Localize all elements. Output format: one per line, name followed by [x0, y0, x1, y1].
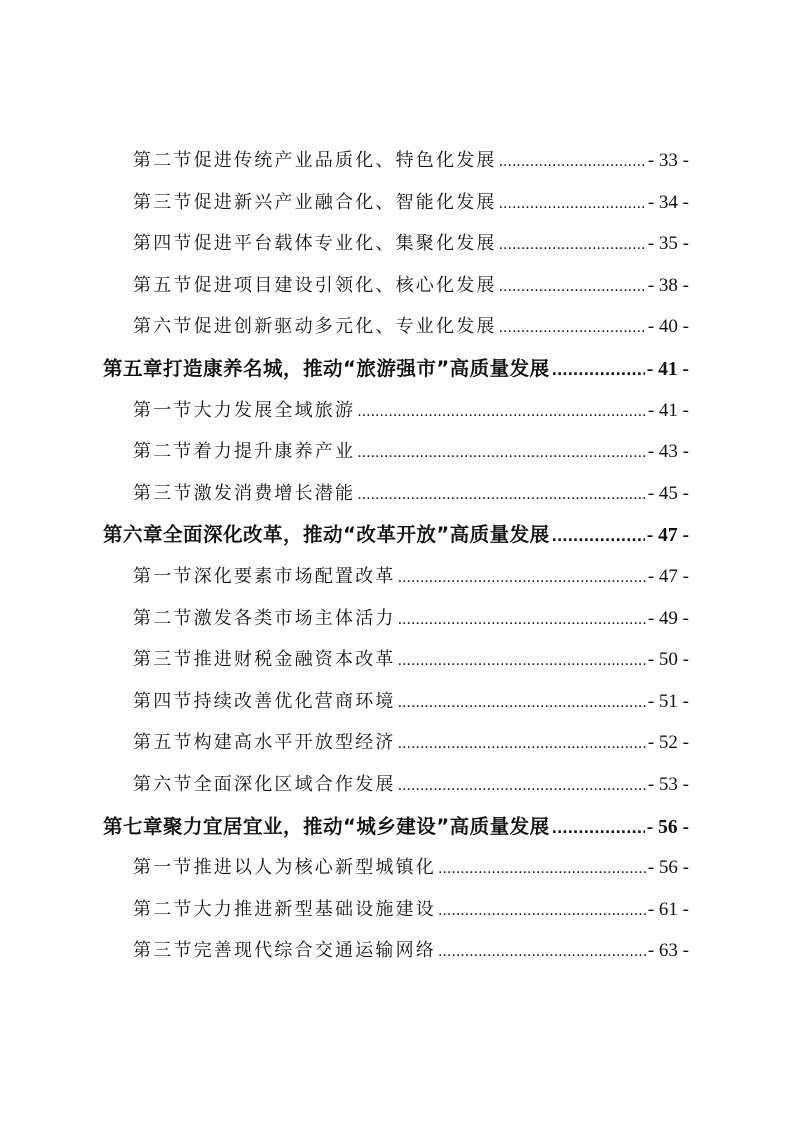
section-title: 促进项目建设引领化、核心化发展: [193, 274, 497, 296]
toc-section-entry[interactable]: [0, 681, 793, 723]
dot-leader: [499, 308, 646, 350]
toc-section-entry[interactable]: [0, 639, 793, 681]
page-number: - 56 -: [647, 857, 689, 879]
dot-leader: [552, 809, 645, 851]
page-number: - 45 -: [647, 482, 689, 504]
page-number: - 38 -: [647, 274, 689, 296]
page-number: - 56 -: [646, 816, 689, 838]
dot-leader: [499, 184, 646, 226]
section-number: 第四节: [133, 690, 194, 712]
section-number: 第三节: [133, 191, 194, 213]
dot-leader: [357, 433, 646, 475]
chapter-number: 第六章: [103, 523, 164, 547]
chapter-title: 聚力宜居宜业，推动“城乡建设”高质量发展: [163, 814, 550, 838]
section-title: 促进新兴产业融合化、智能化发展: [193, 191, 497, 213]
page-number: - 34 -: [647, 191, 689, 213]
section-number: 第二节: [133, 441, 194, 463]
chapter-number: 第五章: [103, 356, 164, 380]
section-number: 第五节: [133, 732, 194, 754]
section-title: 着力提升康养产业: [193, 441, 356, 463]
toc-section-entry[interactable]: [0, 889, 793, 931]
section-title: 构建高水平开放型经济: [193, 732, 396, 754]
dot-leader: [398, 558, 646, 600]
dot-leader: [438, 932, 646, 974]
toc-chapter-entry[interactable]: [0, 348, 793, 390]
toc-section-entry[interactable]: [0, 140, 793, 182]
section-number: 第三节: [133, 940, 194, 962]
section-title: 深化要素市场配置改革: [193, 565, 396, 587]
page-number: - 61 -: [647, 898, 689, 920]
page-number: - 43 -: [647, 441, 689, 463]
section-title: 持续改善优化营商环境: [193, 690, 396, 712]
dot-leader: [499, 267, 646, 309]
section-number: 第二节: [133, 607, 194, 629]
page-number: - 63 -: [647, 940, 689, 962]
page-number: - 33 -: [647, 150, 689, 171]
page-number: - 47 -: [647, 565, 689, 587]
dot-leader: [357, 475, 646, 517]
section-number: 第三节: [133, 649, 194, 671]
page-number: - 51 -: [647, 690, 689, 712]
toc-section-entry[interactable]: [0, 556, 793, 598]
page-number: - 52 -: [647, 732, 689, 754]
section-number: 第一节: [133, 857, 194, 879]
section-number: 第五节: [133, 274, 194, 296]
page-number: - 47 -: [646, 525, 689, 547]
dot-leader: [398, 766, 646, 808]
page-number: - 41 -: [646, 358, 689, 380]
section-number: 第二节: [133, 150, 194, 171]
toc-section-entry[interactable]: [0, 764, 793, 806]
toc-section-entry[interactable]: [0, 306, 793, 348]
dot-leader: [398, 683, 646, 725]
page-number: - 40 -: [647, 316, 689, 338]
dot-leader: [357, 392, 646, 434]
dot-leader: [499, 225, 646, 267]
toc-section-entry[interactable]: [0, 722, 793, 764]
section-title: 推进财税金融资本改革: [193, 649, 396, 671]
dot-leader: [398, 641, 646, 683]
section-number: 第六节: [133, 773, 194, 795]
page-number: - 35 -: [647, 233, 689, 255]
toc-section-entry[interactable]: [0, 473, 793, 515]
page-number: - 49 -: [647, 607, 689, 629]
section-title: 完善现代综合交通运输网络: [193, 940, 437, 962]
dot-leader: [398, 600, 646, 642]
section-title: 激发消费增长潜能: [193, 482, 356, 504]
dot-leader: [398, 724, 646, 766]
dot-leader: [438, 891, 646, 933]
section-title: 激发各类市场主体活力: [193, 607, 396, 629]
chapter-number: 第七章: [103, 814, 164, 838]
page-number: - 53 -: [647, 773, 689, 795]
dot-leader: [552, 351, 645, 393]
section-title: 推进以人为核心新型城镇化: [193, 857, 437, 879]
section-number: 第三节: [133, 482, 194, 504]
section-number: 第四节: [133, 233, 194, 255]
page-number: - 50 -: [647, 649, 689, 671]
section-title: 促进传统产业品质化、特色化发展: [193, 150, 497, 171]
chapter-title: 全面深化改革，推动“改革开放”高质量发展: [163, 523, 550, 547]
toc-section-entry[interactable]: [0, 847, 793, 889]
toc-chapter-entry[interactable]: [0, 514, 793, 556]
dot-leader: [499, 142, 646, 184]
section-title: 全面深化区域合作发展: [193, 773, 396, 795]
toc-section-entry[interactable]: [0, 431, 793, 473]
toc-chapter-entry[interactable]: [0, 806, 793, 848]
table-of-contents: [0, 140, 793, 972]
section-title: 大力发展全域旅游: [193, 399, 356, 421]
toc-section-entry[interactable]: [0, 930, 793, 972]
toc-section-entry[interactable]: [0, 265, 793, 307]
chapter-title: 打造康养名城，推动“旅游强市”高质量发展: [163, 356, 550, 380]
section-number: 第二节: [133, 898, 194, 920]
section-title: 大力推进新型基础设施建设: [193, 898, 437, 920]
toc-section-entry[interactable]: [0, 223, 793, 265]
dot-leader: [438, 849, 646, 891]
section-number: 第一节: [133, 399, 194, 421]
toc-section-entry[interactable]: [0, 390, 793, 432]
toc-section-entry[interactable]: [0, 598, 793, 640]
section-title: 促进创新驱动多元化、专业化发展: [193, 316, 497, 338]
dot-leader: [552, 517, 645, 559]
section-number: 第六节: [133, 316, 194, 338]
section-title: 促进平台载体专业化、集聚化发展: [193, 233, 497, 255]
toc-section-entry[interactable]: [0, 182, 793, 224]
page-number: - 41 -: [647, 399, 689, 421]
section-number: 第一节: [133, 565, 194, 587]
